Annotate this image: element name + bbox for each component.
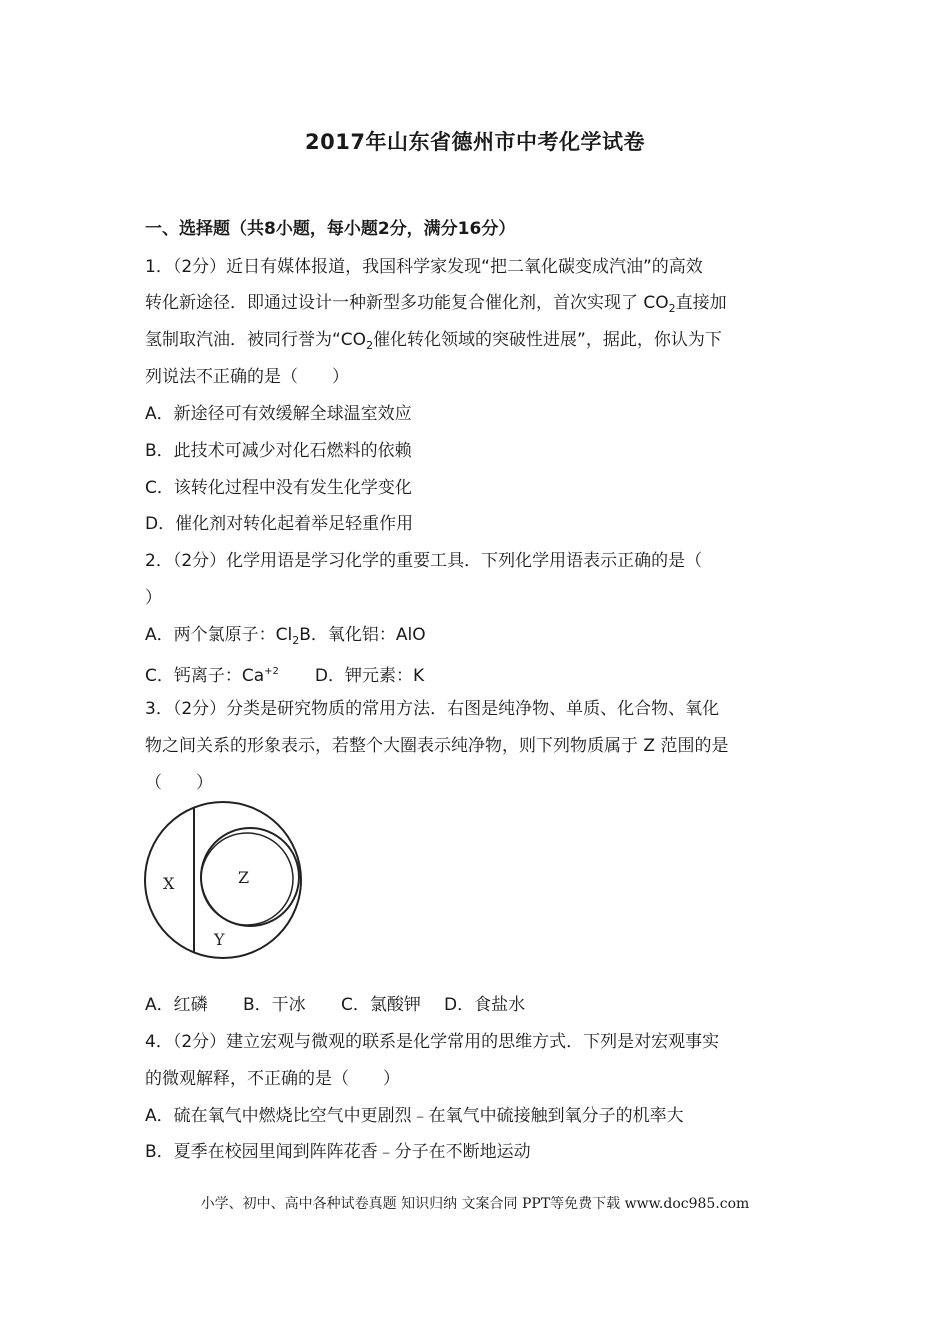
q3-line-2: 物之间关系的形象表示，若整个大圈表示纯净物，则下列物质属于 Z 范围的是 (145, 736, 729, 756)
q3-line-3: （ ） (145, 773, 213, 793)
q3-options (145, 994, 525, 1016)
label-y: Y (214, 930, 225, 949)
q4-line-2: 的微观解释，不正确的是（ ） (145, 1069, 400, 1089)
q2-option-c: C．钙离子：Ca (145, 666, 265, 686)
q4-line-1: 4．（2分）建立宏观与微观的联系是化学常用的思维方式．下列是对宏观事实 (145, 1032, 720, 1052)
q1-option-c: C．该转化过程中没有发生化学变化 (145, 478, 412, 498)
q1-option-d: D．催化剂对转化起着举足轻重作用 (145, 514, 414, 534)
q1-line-3 (145, 329, 722, 357)
q1-line-2-text-end: 直接加 (675, 293, 727, 313)
q3-option-b: B．干冰 (243, 995, 306, 1015)
q2-line-1: 2．（2分）化学用语是学习化学的重要工具．下列化学用语表示正确的是（ (145, 551, 703, 571)
q3-option-a: A．红磷 (145, 995, 208, 1015)
page-footer: 小学、初中、高中各种试卷真题 知识归纳 文案合同 PPT等免费下载 www.doc985.com (200, 1196, 750, 1212)
q2-option-b: B．氧化铝：AlO (299, 625, 426, 645)
q1-line-2-subscript: 2 (668, 302, 676, 315)
q1-line-1: 1．（2分）近日有媒体报道，我国科学家发现“把二氧化碳变成汽油”的高效 (145, 257, 703, 277)
q3-line-1: 3．（2分）分类是研究物质的常用方法．右图是纯净物、单质、化合物、氧化 (145, 699, 720, 719)
q4-option-a: A．硫在氧气中燃烧比空气中更剧烈﹣在氧气中硫接触到氧分子的机率大 (145, 1106, 684, 1126)
inner-circle-outer-ring (201, 828, 299, 926)
q1-option-a: A．新途径可有效缓解全球温室效应 (145, 404, 412, 424)
q3-option-c: C．氯酸钾 (341, 995, 421, 1015)
q1-option-b: B．此技术可减少对化石燃料的依赖 (145, 441, 412, 461)
classification-diagram (143, 800, 308, 960)
q1-line-2 (145, 292, 727, 320)
q1-line-3-text-end: 催化转化领域的突破性进展”，据此，你认为下 (373, 330, 722, 350)
page-title: 2017年山东省德州市中考化学试卷 (305, 130, 645, 154)
q1-line-2-text: 转化新途径．即通过设计一种新型多功能复合催化剂，首次实现了 CO (145, 293, 669, 313)
q2-options-ab (145, 624, 426, 652)
q2-options-cd (145, 661, 424, 687)
q4-option-b: B．夏季在校园里闻到阵阵花香﹣分子在不断地运动 (145, 1142, 531, 1162)
q1-line-3-subscript: 2 (366, 339, 374, 352)
q1-line-3-text: 氢制取汽油．被同行誉为“CO (145, 330, 367, 350)
q2-line-2: ） (145, 588, 162, 608)
q2-option-a-subscript: 2 (292, 634, 300, 647)
section-heading: 一、选择题（共8小题，每小题2分，满分16分） (145, 219, 516, 239)
q2-option-c-superscript: +2 (264, 666, 279, 677)
q3-option-d: D．食盐水 (444, 995, 526, 1015)
q1-line-4: 列说法不正确的是（ ） (145, 367, 349, 387)
q2-option-a: A．两个氯原子：Cl (145, 625, 293, 645)
q2-option-d: D．钾元素：K (314, 666, 425, 686)
label-x: X (163, 874, 175, 893)
label-z: Z (238, 868, 250, 887)
